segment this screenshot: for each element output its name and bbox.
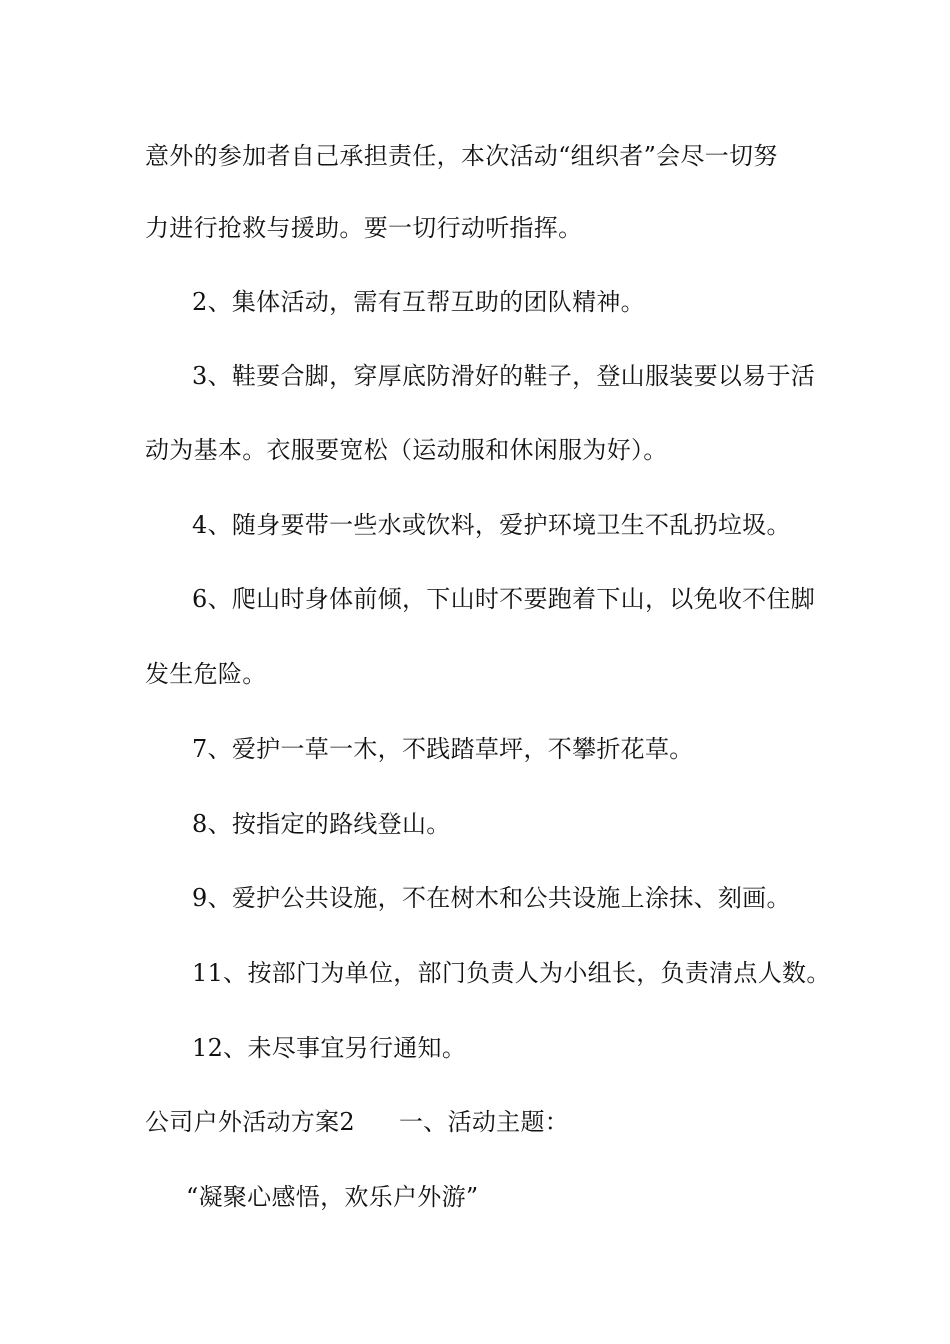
list-item: 3、鞋要合脚，穿厚底防滑好的鞋子，登山服装要以易于活 (192, 362, 816, 390)
activity-theme: “凝聚心感悟，欢乐户外游” (186, 1183, 479, 1211)
paragraph-line: 力进行抢救与援助。要一切行动听指挥。 (145, 214, 583, 242)
list-item: 4、随身要带一些水或饮料，爱护环境卫生不乱扔垃圾。 (192, 511, 791, 539)
section-subheading: 一、活动主题： (398, 1108, 570, 1136)
list-item: 6、爬山时身体前倾，下山时不要跑着下山，以免收不住脚 (192, 585, 816, 613)
paragraph-line: 发生危险。 (145, 660, 267, 688)
section-heading: 公司户外活动方案2 (145, 1108, 355, 1136)
list-item: 8、按指定的路线登山。 (192, 810, 451, 838)
list-item: 7、爱护一草一木，不践踏草坪，不攀折花草。 (192, 735, 694, 763)
list-item: 2、集体活动，需有互帮互助的团队精神。 (192, 288, 645, 316)
paragraph-line: 动为基本。衣服要宽松（运动服和休闲服为好）。 (145, 436, 668, 464)
list-item: 9、爱护公共设施，不在树木和公共设施上涂抹、刻画。 (192, 884, 791, 912)
section-heading-line (145, 1106, 569, 1138)
list-item: 12、未尽事宜另行通知。 (192, 1034, 467, 1062)
paragraph-line: 意外的参加者自己承担责任，本次活动“组织者”会尽一切努 (145, 142, 778, 170)
list-item: 11、按部门为单位，部门负责人为小组长，负责清点人数。 (192, 959, 831, 987)
